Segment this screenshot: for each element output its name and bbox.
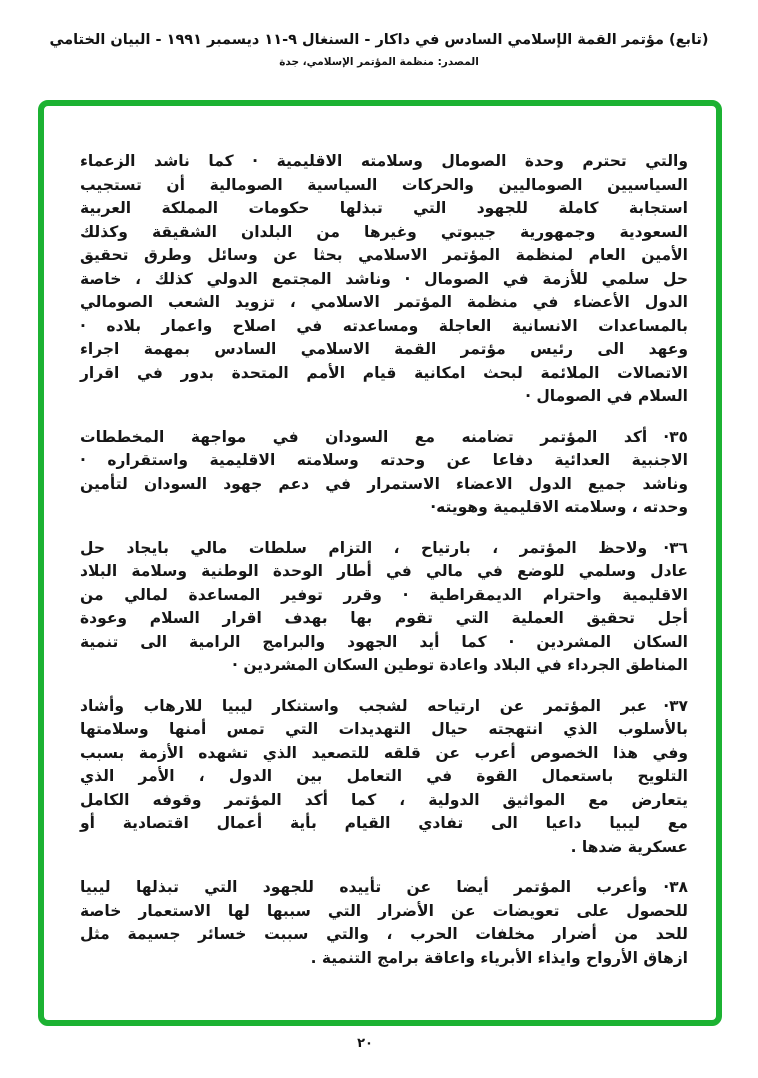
text-line: ازهاق الأرواح وايذاء الأبرياء واعاقة برامج التنمية . bbox=[310, 948, 688, 967]
text-line: والتي تحترم وحدة الصومال وسلامته الاقليمية · كما ناشد الزعماء bbox=[80, 152, 688, 170]
paragraph-number: ٣٦· bbox=[663, 538, 688, 557]
text-line: ٣٦·ولاحظ المؤتمر ، بارتياح ، التزام سلطات مالي بايجاد حل bbox=[80, 537, 688, 561]
text-line: وناشد جميع الدول الاعضاء الاستمرار في دعم جهود السودان لتأمين bbox=[80, 474, 688, 493]
page-number: ٢٠ bbox=[357, 1036, 373, 1051]
text-line: أجل تحقيق العملية التي تقوم بها بهدف اقرار السلام وعودة bbox=[80, 609, 688, 627]
paragraph bbox=[80, 537, 688, 678]
text-line: الأمين العام لمنظمة المؤتمر الاسلامي بحثا عن وسائل وطرق تحقيق bbox=[80, 246, 688, 264]
green-border-frame bbox=[38, 100, 722, 1026]
text-line: الدول الأعضاء في منظمة المؤتمر الاسلامي ، تزويد الشعب الصومالي bbox=[80, 293, 688, 311]
text-line: حل سلمي للأزمة في الصومال · وناشد المجتمع الدولي كذلك ، خاصة bbox=[80, 269, 688, 288]
text-line: للحصول على تعويضات عن الأضرار التي سببها لها الاستعمار خاصة bbox=[80, 901, 688, 920]
text-line: ٣٧·عبر المؤتمر عن ارتياحه لشجب واستنكار ليبيا للارهاب وأشاد bbox=[80, 695, 688, 719]
text-line: المناطق الجرداء في البلاد واعادة توطين السكان المشردين · bbox=[232, 656, 688, 674]
text-line: مع ليبيا داعيا الى تفادي القيام بأية أعمال اقتصادية أو bbox=[80, 814, 688, 832]
paragraph bbox=[80, 876, 688, 970]
text-line: عسكرية ضدها . bbox=[570, 837, 688, 856]
text-line: السكان المشردين · كما أيد الجهود والبرامج الرامية الى تنمية bbox=[80, 632, 688, 651]
text-line: الاتصالات الملائمة لبحث امكانية قيام الأمم المتحدة بدور في اقرار bbox=[80, 363, 688, 382]
text-line: وعهد الى رئيس مؤتمر القمة الاسلامي السادس بمهمة اجراء bbox=[80, 340, 688, 358]
text-line: بالمساعدات الانسانية العاجلة ومساعدته في اصلاح واعمار بلاده · bbox=[80, 316, 688, 335]
text-line: السلام في الصومال · bbox=[525, 387, 688, 405]
paragraph bbox=[80, 695, 688, 860]
text-line: التلويح باستعمال القوة في التعامل بين الدول ، الأمر الذي bbox=[80, 767, 688, 785]
text-line: وحدته ، وسلامته الاقليمية وهويته· bbox=[430, 498, 688, 516]
text-line: السعودية وجمهورية جيبوتي وغيرها من البلدان الشقيقة وكذلك bbox=[80, 222, 688, 241]
text-line: للحد من أضرار مخلفات الحرب ، والتي سببت خسائر جسيمة مثل bbox=[80, 925, 688, 943]
text-line: بالأسلوب الذي انتهجته حيال التهديدات التي تمس أمنها وسلامتها bbox=[80, 720, 688, 738]
document-body bbox=[80, 150, 688, 987]
text-line: استجابة كاملة للجهود التي تبذلها حكومات المملكة العربية bbox=[80, 199, 688, 217]
text-line: ٣٨·وأعرب المؤتمر أيضا عن تأييده للجهود التي تبذلها ليبيا bbox=[80, 876, 688, 900]
page-header bbox=[0, 32, 758, 68]
text-line: وفي هذا الخصوص أعرب عن قلقه للتصعيد الذي تشهده الأزمة بسبب bbox=[80, 743, 688, 762]
paragraph bbox=[80, 150, 688, 409]
text-line: عادل وسلمي للوضع في مالي في أطار الوحدة الوطنية وسلامة البلاد bbox=[80, 562, 688, 580]
text-line: الاقليمية واحترام الديمقراطية · وقرر توفير المساعدة لمالي من bbox=[80, 585, 688, 604]
paragraph bbox=[80, 426, 688, 520]
paragraph-number: ٣٧· bbox=[663, 696, 688, 715]
text-line: ٣٥·أكد المؤتمر تضامنه مع السودان في مواجهة المخططات bbox=[80, 426, 688, 450]
text-line: يتعارض مع المواثيق الدولية ، كما أكد المؤتمر وقوفه الكامل bbox=[80, 790, 688, 809]
paragraph-number: ٣٥· bbox=[663, 427, 688, 446]
document-source: المصدر: منظمة المؤتمر الإسلامي، جدة bbox=[279, 56, 479, 68]
text-line: السياسيين الصوماليين والحركات السياسية الصومالية أن تستجيب bbox=[80, 175, 688, 194]
text-line: الاجنبية العدائية دفاعا عن وحدته وسلامته الاقليمية واستقراره · bbox=[80, 451, 688, 469]
document-title: (تابع) مؤتمر القمة الإسلامي السادس في داكار - السنغال ٩-١١ ديسمبر ١٩٩١ - البيان الختامي bbox=[49, 32, 709, 48]
paragraph-number: ٣٨· bbox=[663, 878, 688, 896]
